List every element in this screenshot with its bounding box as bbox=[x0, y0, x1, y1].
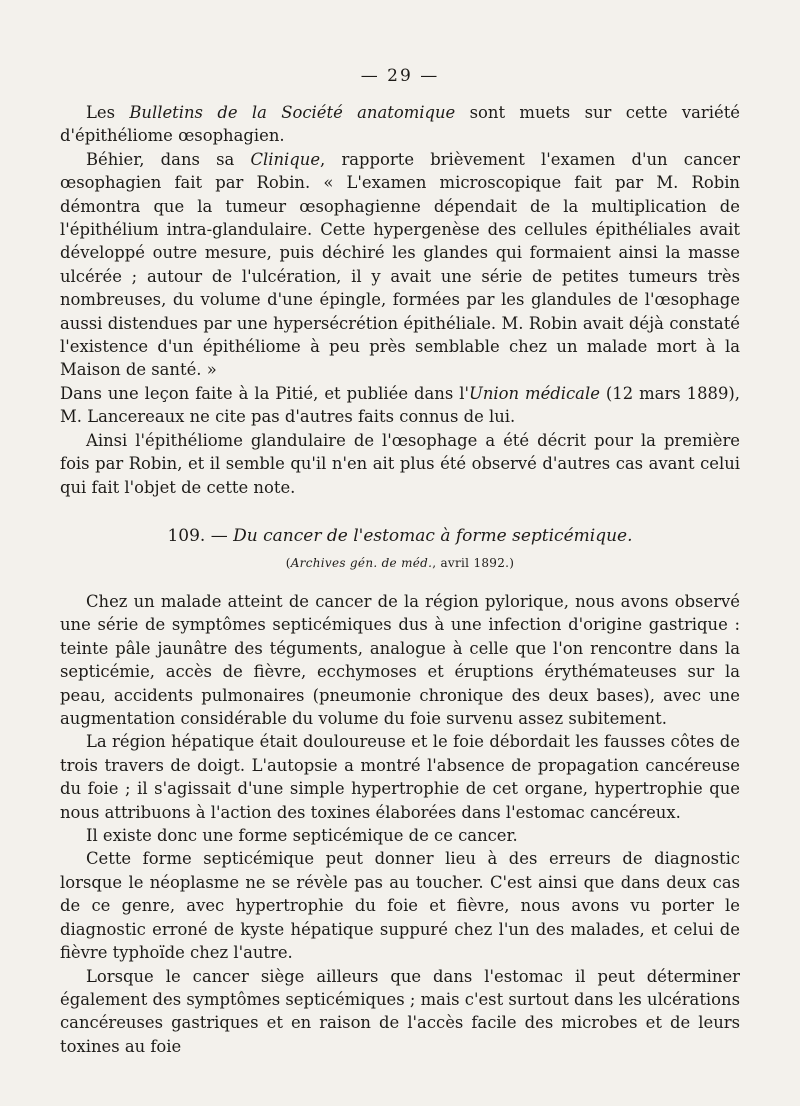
text-block-esophagus bbox=[60, 101, 740, 499]
paragraph: Béhier, dans sa Clinique, rapporte brièvement l'examen d'un cancer œsophagien fait par Robin. « L'examen microscopique fait par M. Robin démontra que la tumeur œsophagienne dépendait de la multiplication de l'épithélium intra-glandulaire. Cette hypergenèse des cellules épithéliales avait développé outre mesure, puis déchiré les glandes qui formaient ainsi la masse ulcérée ; autour de l'ulcération, il y avait une série de petites tumeurs très nombreuses, du volume d'une épingle, formées par les glandules de l'œsophage aussi distendues par une hypersécrétion épithéliale. M. Robin avait déjà constaté l'existence d'un épithéliome à peu près semblable chez un malade mort à la Maison de santé. » bbox=[60, 149, 740, 380]
paragraph: Dans une leçon faite à la Pitié, et publiée dans l'Union médicale (12 mars 1889), M. Lancereaux ne cite pas d'autres faits connus de lui. bbox=[60, 383, 741, 427]
journal-title: Bulletins de la Société anatomique bbox=[129, 103, 456, 122]
work-title: Clinique bbox=[250, 149, 321, 169]
reference-journal: Archives gén. de méd. bbox=[290, 556, 433, 570]
paragraph: Les Bulletins de la Société anatomique sont muets sur cette variété d'épithéliome œsophagien. bbox=[60, 103, 740, 146]
section-number: 109. — bbox=[167, 526, 234, 546]
text-block-stomach bbox=[60, 590, 740, 1058]
section-heading bbox=[0, 526, 800, 546]
paragraph: La région hépatique était douloureuse et le foie débordait les fausses côtes de trois travers de doigt. L'autopsie a montré l'absence de propagation cancéreuse du foie ; il s'agissait d'une simple hypertrophie de cet organe, hypertrophie que nous attribuons à l'action des toxines élaborées dans l'estomac cancéreux. bbox=[60, 732, 740, 822]
paragraph: Chez un malade atteint de cancer de la région pylorique, nous avons observé une série de symptômes septicémiques dus à une infection d'origine gastrique : teinte pâle jaunâtre des téguments, analogue à celle que l'on rencontre dans la septicémie, accès de fièvre, ecchymoses et éruptions érythémateuses sur la peau, accidents pulmonaires (pneumonie chronique des deux bases), avec une augmentation considérable du volume du foie survenu assez subitement. bbox=[60, 592, 740, 729]
section-title: Du cancer de l'estomac à forme septicémique. bbox=[233, 526, 633, 546]
section-reference: (Archives gén. de méd., avril 1892.) bbox=[285, 556, 515, 570]
paragraph: Ainsi l'épithéliome glandulaire de l'œsophage a été décrit pour la première fois par Robin, et il semble qu'il n'en ait plus été observé d'autres cas avant celui qui fait l'objet de cette note. bbox=[60, 430, 740, 497]
page-number: — 29 — bbox=[360, 66, 440, 86]
paragraph: Il existe donc une forme septicémique de ce cancer. bbox=[86, 826, 518, 846]
paragraph: Cette forme septicémique peut donner lieu à des erreurs de diagnostic lorsque le néoplasme ne se révèle pas au toucher. C'est ainsi que dans deux cas de ce genre, avec hypertrophie du foie et fièvre, nous avons vu porter le diagnostic erroné de kyste hépatique suppuré chez l'un des malades, et celui de fièvre typhoïde chez l'autre. bbox=[60, 849, 740, 963]
paragraph: Lorsque le cancer siège ailleurs que dans l'estomac il peut déterminer également des symptômes septicémiques ; mais c'est surtout dans les ulcérations cancéreuses gastriques et en raison de l'accès facile des microbes et de leurs toxines au foie bbox=[60, 966, 740, 1056]
journal-title: Union médicale bbox=[469, 383, 600, 403]
